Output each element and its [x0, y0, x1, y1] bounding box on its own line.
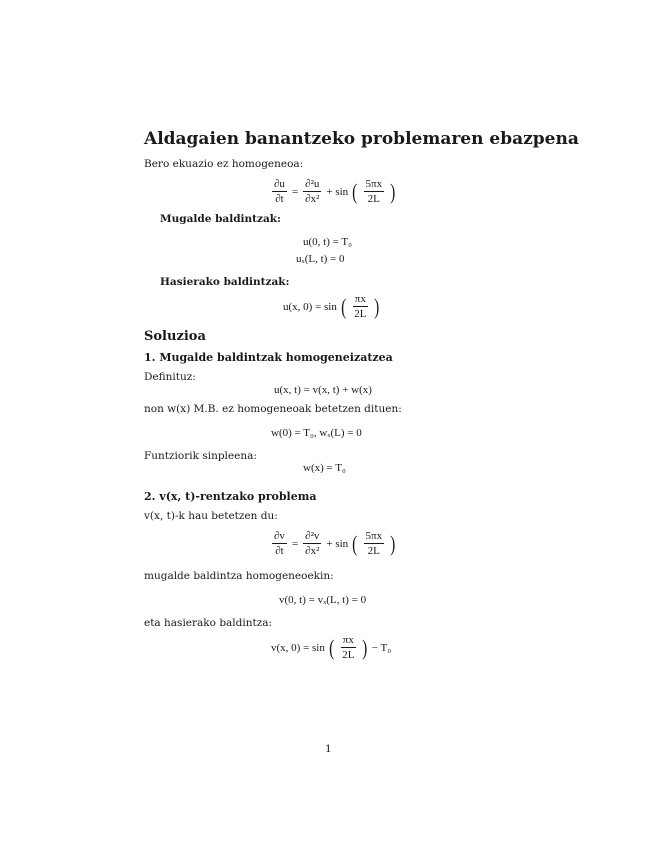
v-ic-lhs: v(x, 0) = sin [271, 641, 325, 654]
initial-condition-text: eta hasierako baldintza: [144, 617, 273, 629]
fraction-numerator: 5πx [364, 178, 385, 192]
step-2-heading: 2. v(x, t)-rentzako problema [144, 490, 317, 503]
v-satisfies-text: v(x, t)-k hau betetzen du: [144, 510, 278, 522]
fraction-numerator: ∂²u [303, 178, 321, 192]
initial-condition [283, 293, 381, 320]
v-initial-condition [271, 634, 391, 661]
v-boundary-conditions: v(0, t) = vₓ(L, t) = 0 [279, 594, 367, 606]
fraction-denominator: 2L [367, 193, 380, 206]
sin-argument-fraction [364, 178, 385, 205]
fraction-numerator: ∂²v [303, 530, 321, 544]
fraction-numerator: πx [341, 634, 356, 648]
plus-sin: + sin [326, 537, 349, 550]
fraction-denominator: ∂x² [305, 193, 320, 206]
fraction-numerator: ∂v [272, 530, 287, 544]
right-paren: ) [390, 178, 396, 204]
initial-conditions-heading: Hasierako baldintzak: [160, 276, 290, 288]
page-number: 1 [325, 743, 332, 755]
fraction-numerator: 5πx [364, 530, 385, 544]
equals-sign: = [291, 537, 299, 550]
v-ic-argument-fraction [340, 634, 356, 661]
left-paren: ( [352, 530, 358, 556]
fraction-denominator: ∂t [275, 545, 284, 558]
intro-text: Bero ekuazio ez homogeneoa: [144, 158, 304, 170]
fraction-numerator: πx [353, 293, 368, 307]
fraction-denominator: ∂t [275, 193, 284, 206]
right-paren: ) [362, 634, 368, 660]
step-1-heading: 1. Mugalde baldintzak homogeneizatzea [144, 351, 393, 364]
simplest-function-text: Funtziorik sinpleena: [144, 450, 257, 462]
d2u-dx2-fraction [303, 178, 321, 205]
boundary-condition-1: u(0, t) = T₀ [303, 236, 352, 248]
left-paren: ( [340, 293, 347, 319]
ic-lhs: u(x, 0) = sin [283, 300, 337, 313]
d2v-dx2-fraction [303, 530, 321, 557]
w-boundary-conditions: w(0) = T₀, wₓ(L) = 0 [271, 427, 362, 439]
dv-dt-fraction [272, 530, 287, 557]
ic-argument-fraction [352, 293, 368, 320]
left-paren: ( [328, 634, 335, 660]
fraction-numerator: ∂u [272, 178, 287, 192]
homogeneous-bc-text: mugalde baldintza homogeneoekin: [144, 570, 334, 582]
plus-sin: + sin [326, 185, 349, 198]
non-text: non w(x) M.B. ez homogeneoak betetzen dituen: [144, 403, 402, 415]
boundary-conditions-heading: Mugalde baldintzak: [160, 213, 281, 225]
right-paren: ) [390, 530, 396, 556]
w-solution: w(x) = T₀ [303, 462, 346, 474]
right-paren: ) [374, 293, 380, 319]
v-heat-equation [270, 530, 396, 557]
fraction-denominator: 2L [367, 545, 380, 558]
define-text: Definituz: [144, 371, 196, 383]
left-paren: ( [352, 178, 358, 204]
heat-equation [270, 178, 396, 205]
du-dt-fraction [272, 178, 287, 205]
sin-argument-fraction [364, 530, 385, 557]
fraction-denominator: 2L [342, 649, 355, 662]
fraction-denominator: 2L [354, 308, 367, 321]
decomposition-equation: u(x, t) = v(x, t) + w(x) [274, 384, 372, 396]
equals-sign: = [291, 185, 299, 198]
solution-heading: Soluzioa [144, 329, 206, 344]
boundary-condition-2: uₓ(L, t) = 0 [296, 253, 345, 265]
minus-t0: − T₀ [371, 641, 392, 654]
page-title: Aldagaien banantzeko problemaren ebazpena [144, 129, 579, 149]
fraction-denominator: ∂x² [305, 545, 320, 558]
